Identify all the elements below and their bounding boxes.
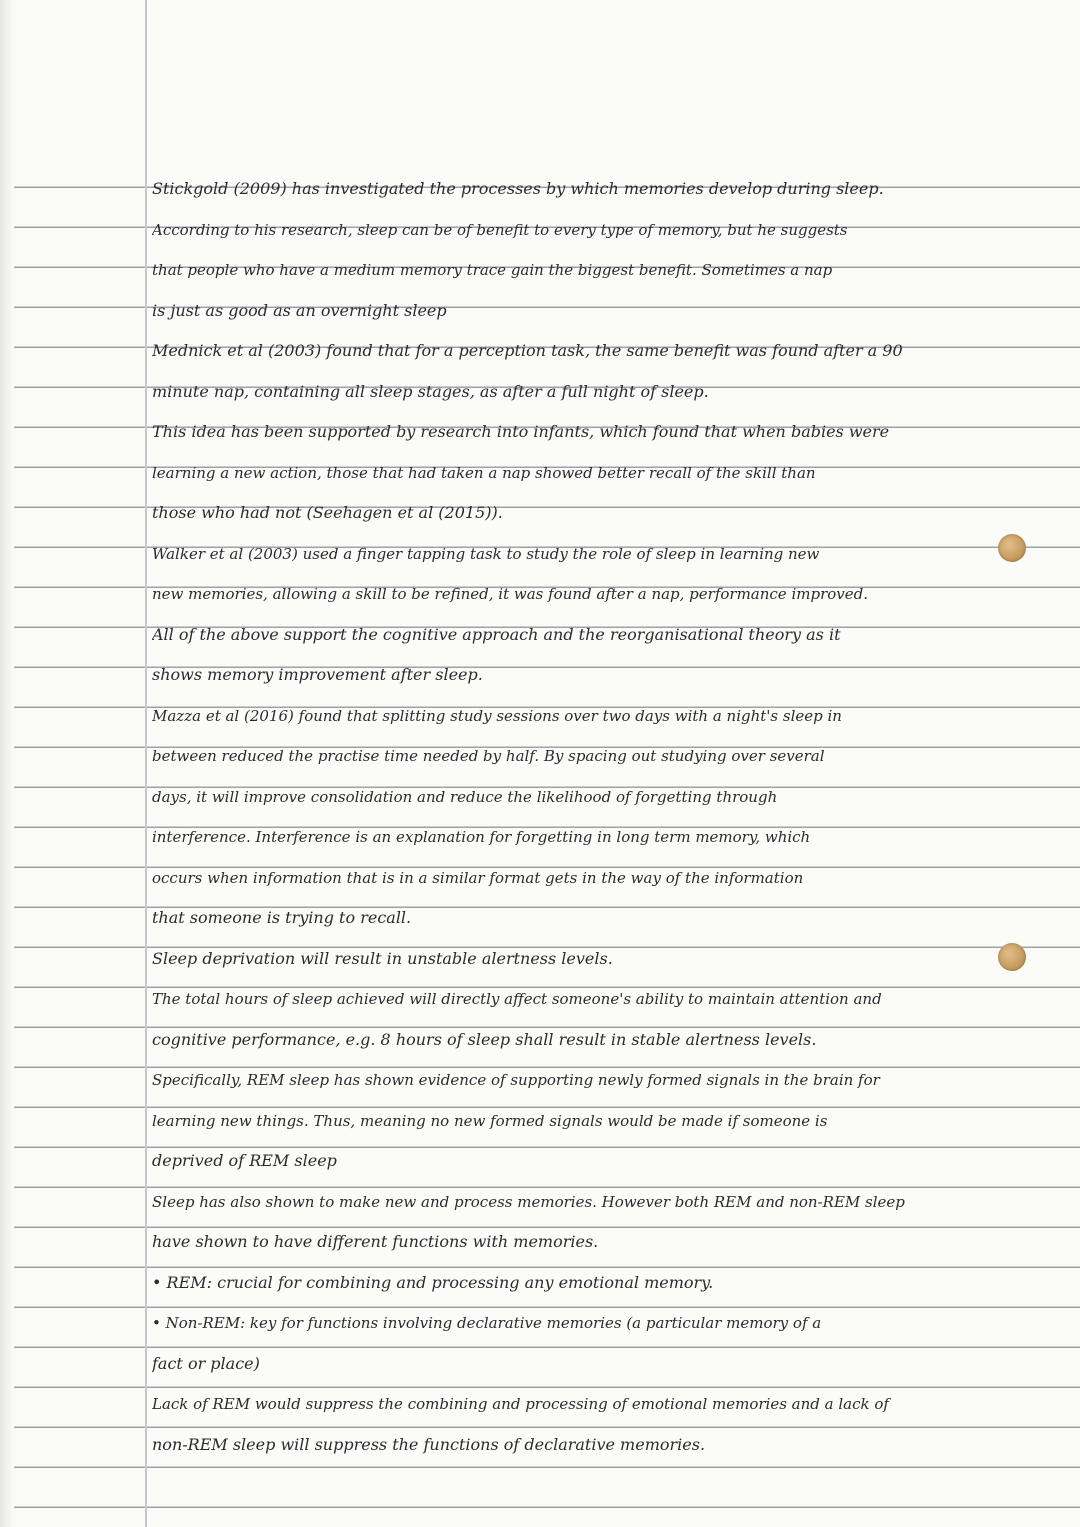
note-line: that someone is trying to recall.: [152, 908, 412, 927]
note-line: Lack of REM would suppress the combining and processing of emotional memories and a lack of: [152, 1395, 889, 1413]
note-line: This idea has been supported by research into infants, which found that when babies were: [152, 422, 890, 441]
note-line: new memories, allowing a skill to be refined, it was found after a nap, performance improved.: [152, 585, 869, 603]
note-line: that people who have a medium memory trace gain the biggest benefit. Sometimes a nap: [152, 261, 833, 279]
note-line: deprived of REM sleep: [152, 1151, 337, 1170]
note-line: have shown to have different functions with memories.: [152, 1232, 599, 1251]
note-line: According to his research, sleep can be of benefit to every type of memory, but he suggests: [152, 220, 848, 239]
note-line: learning a new action, those that had taken a nap showed better recall of the skill than: [152, 463, 816, 482]
note-line: • REM: crucial for combining and processing any emotional memory.: [152, 1272, 714, 1292]
note-line: learning new things. Thus, meaning no new formed signals would be made if someone is: [152, 1111, 828, 1130]
note-line: shows memory improvement after sleep.: [152, 665, 483, 684]
note-line: Specifically, REM sleep has shown evidence of supporting newly formed signals in the brain for: [152, 1071, 880, 1089]
note-line: between reduced the practise time needed by half. By spacing out studying over several: [152, 747, 825, 765]
paper-left-edge: [0, 0, 14, 1527]
note-line: The total hours of sleep achieved will directly affect someone's ability to maintain attention and: [152, 990, 882, 1008]
note-line: Mednick et al (2003) found that for a perception task, the same benefit was found after a 90: [152, 341, 903, 360]
note-line: • Non-REM: key for functions involving declarative memories (a particular memory of a: [152, 1314, 822, 1332]
note-line: those who had not (Seehagen et al (2015)).: [152, 503, 503, 522]
note-line: days, it will improve consolidation and reduce the likelihood of forgetting through: [152, 787, 778, 806]
note-line: interference. Interference is an explanation for forgetting in long term memory, which: [152, 828, 811, 846]
margin-rule: [145, 0, 147, 1527]
handwritten-notes: [152, 169, 1052, 1465]
note-line: fact or place): [152, 1353, 260, 1373]
note-line: Walker et al (2003) used a finger tapping task to study the role of sleep in learning new: [152, 544, 820, 563]
note-line: Mazza et al (2016) found that splitting study sessions over two days with a night's sleep in: [152, 706, 842, 725]
note-line: Sleep has also shown to make new and process memories. However both REM and non-REM sleep: [152, 1192, 905, 1211]
note-line: Stickgold (2009) has investigated the processes by which memories develop during sleep.: [152, 179, 884, 198]
note-line: occurs when information that is in a similar format gets in the way of the information: [152, 868, 804, 887]
note-line: minute nap, containing all sleep stages, as after a full night of sleep.: [152, 381, 709, 401]
note-line: is just as good as an overnight sleep: [152, 300, 447, 320]
note-line: cognitive performance, e.g. 8 hours of sleep shall result in stable alertness levels.: [152, 1029, 817, 1049]
note-line: Sleep deprivation will result in unstable alertness levels.: [152, 948, 613, 968]
note-line: non-REM sleep will suppress the functions of declarative memories.: [152, 1434, 706, 1454]
top-margin-area: [0, 0, 1080, 148]
note-line: All of the above support the cognitive approach and the reorganisational theory as it: [152, 624, 841, 644]
